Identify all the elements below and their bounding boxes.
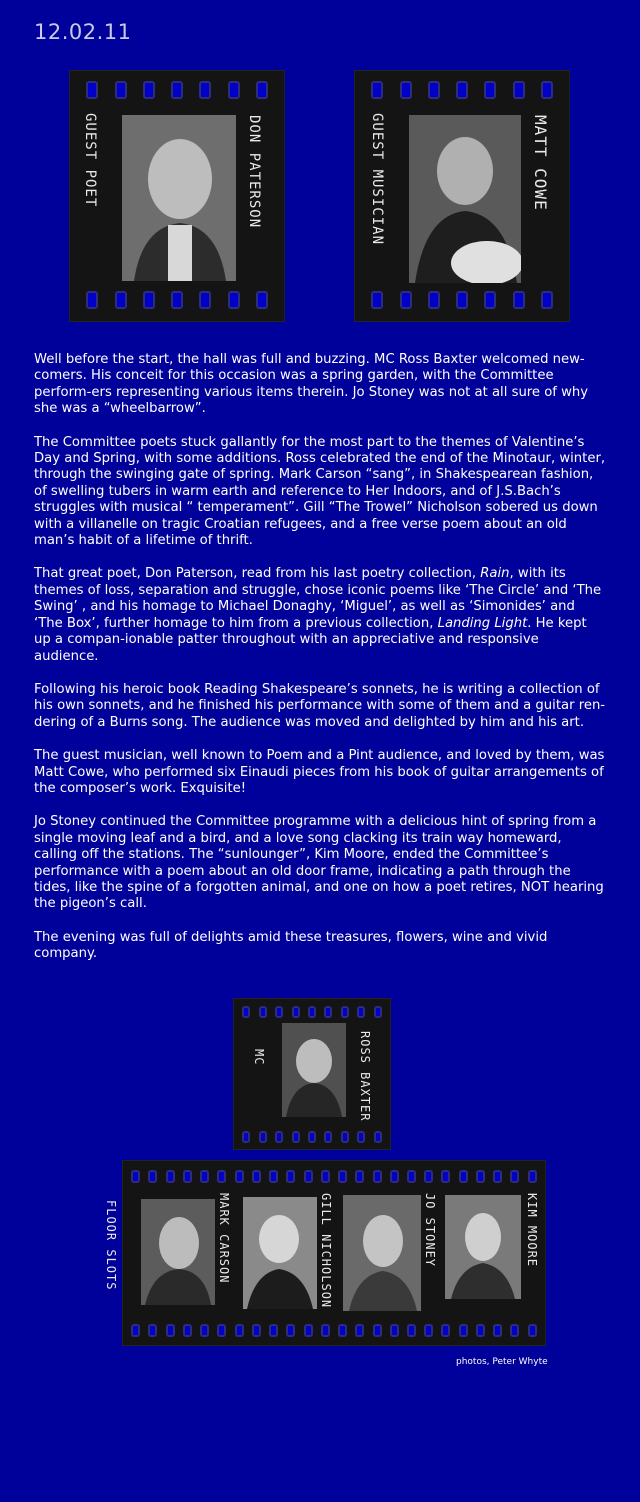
sprocket-row-bottom xyxy=(234,1127,390,1147)
paragraph-5: The guest musician, well known to Poem and a Pint audience, and loved by them, was Matt Cowe, who performed six Einaudi pieces from his book of guitar arrangements of the composer’s work. Exquisite! xyxy=(34,748,605,796)
gill-nicholson-photo xyxy=(243,1197,317,1309)
gill-nicholson-name: GILL NICHOLSON xyxy=(319,1193,333,1309)
paragraph-2: The Committee poets stuck gallantly for the most part to the themes of Valentine’s Day and Spring, with some additions. Ross celebrated the end of the Minotaur, winter, through the swinging gate of spring. Mark Carson “sang”, in Shakespearean fashion, of swelling tubers in warm earth and reference to Her Indoors, and of J.S.Bach’s struggles with musical “ temperament”. Gill “The Trowel” Nicholson sobered us down with a villanelle on tragic Croatian refugees, and a free verse poem about an old man’s habit of a lifetime of thrift. xyxy=(34,434,606,549)
ross-baxter-name: ROSS BAXTER xyxy=(358,1031,372,1122)
date-heading: 12.02.11 xyxy=(34,20,132,44)
don-paterson-photo xyxy=(122,115,236,281)
sprocket-row-bottom xyxy=(355,287,569,313)
paragraph-4: Following his heroic book Reading Shakespeare’s sonnets, he is writing a collection of his own sonnets, and he finished his performance with some of them and a guitar ren-dering of a Burns song. The audience was moved and delighted by him and his art. xyxy=(34,681,606,730)
guest-poet-frame xyxy=(69,70,285,322)
book-title-rain: Rain xyxy=(480,566,510,582)
floor-slots-frame xyxy=(122,1160,546,1346)
matt-cowe-photo xyxy=(409,115,521,283)
guest-musician-frame xyxy=(354,70,570,322)
sprocket-row-top xyxy=(70,77,284,103)
sprocket-row-bottom xyxy=(123,1319,545,1341)
don-paterson-name: DON PATERSON xyxy=(246,115,262,229)
jo-stoney-photo xyxy=(343,1195,421,1311)
mc-label: MC xyxy=(252,1049,266,1066)
paragraph-6: Jo Stoney continued the Committee programme with a delicious hint of spring from a single moving leaf and a bird, and a love song clacking its train way homeward, calling off the stations. The “sunlounger”, Kim Moore, ended the Committee’s performance with a poem about an old door frame, indicating a path through the tides, like the spine of a forgotten animal, and one on how a poet retires, NOT hearing the pigeon’s call. xyxy=(34,814,604,912)
floor-slots-label: FLOOR SLOTS xyxy=(104,1200,118,1291)
sprocket-row-top xyxy=(123,1165,545,1187)
paragraph-7: The evening was full of delights amid these treasures, flowers, wine and vivid company. xyxy=(34,929,548,962)
kim-moore-name: KIM MOORE xyxy=(525,1193,539,1268)
book-title-landing-light: Landing Light xyxy=(437,615,528,631)
mc-frame xyxy=(233,998,391,1150)
sprocket-row-top xyxy=(355,77,569,103)
jo-stoney-name: JO STONEY xyxy=(423,1193,437,1268)
paragraph-1: Well before the start, the hall was full and buzzing. MC Ross Baxter welcomed new-comers. His conceit for this occasion was a spring garden, with the Committee perform-ers representing various items therein. Jo Stoney was not at all sure of why she was a “wheelbarrow”. xyxy=(34,352,589,417)
sprocket-row-top xyxy=(234,1002,390,1022)
paragraph-3: That great poet, Don Paterson, read from his last poetry collection, Rain, with its themes of loss, separation and struggle, chose iconic poems like ‘The Circle’ and ‘The Swing’ , and his homage to Michael Donaghy, ‘Miguel’, as well as ‘Simonides’ and ‘The Box’, further homage to him from a previous collection, Landing Light. He kept up a compan-ionable patter throughout with an appreciative and responsive audience. xyxy=(34,566,602,664)
sprocket-row-bottom xyxy=(70,287,284,313)
mark-carson-name: MARK CARSON xyxy=(217,1193,231,1284)
ross-baxter-photo xyxy=(282,1023,346,1117)
matt-cowe-name: MATT COWE xyxy=(531,115,550,211)
mark-carson-photo xyxy=(141,1199,215,1305)
guest-poet-label: GUEST POET xyxy=(82,113,98,208)
guest-musician-label: GUEST MUSICIAN xyxy=(369,113,385,246)
photo-credit: photos, Peter Whyte xyxy=(456,1357,548,1367)
event-report xyxy=(34,352,606,980)
kim-moore-photo xyxy=(445,1195,521,1299)
